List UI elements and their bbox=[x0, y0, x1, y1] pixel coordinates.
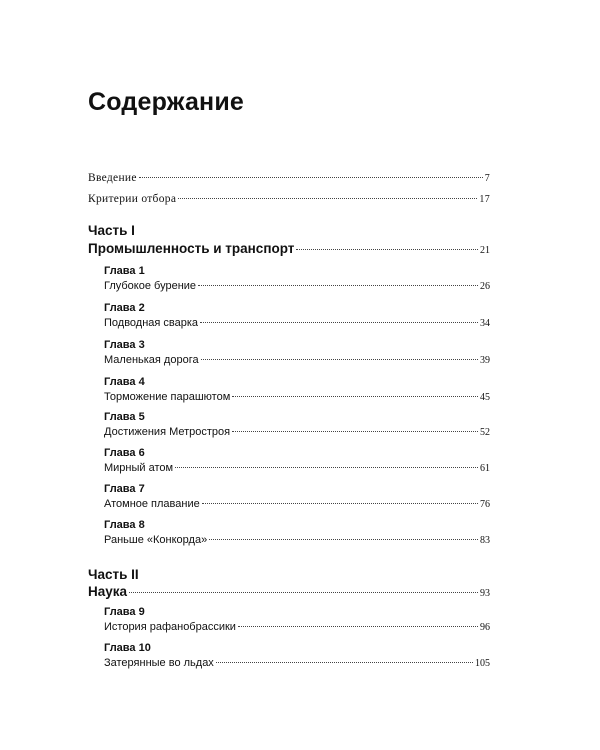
leader-dots bbox=[200, 322, 478, 323]
toc-chapter-entry[interactable] bbox=[104, 498, 490, 510]
toc-entry-criteria[interactable] bbox=[88, 193, 490, 205]
chapter-label: Глава 2 bbox=[104, 302, 145, 314]
chapter-label: Глава 8 bbox=[104, 519, 145, 531]
toc-page-number: 96 bbox=[480, 622, 490, 633]
chapter-label: Глава 6 bbox=[104, 447, 145, 459]
part-title: Промышленность и транспорт bbox=[88, 241, 295, 256]
chapter-label: Глава 9 bbox=[104, 606, 145, 618]
leader-dots bbox=[175, 467, 478, 468]
toc-page-number: 76 bbox=[480, 499, 490, 510]
chapter-title: Атомное плавание bbox=[104, 498, 200, 510]
toc-chapter-entry[interactable] bbox=[104, 462, 490, 474]
toc-page-number: 105 bbox=[475, 658, 490, 669]
toc-chapter-entry[interactable] bbox=[104, 426, 490, 438]
part-label: Часть I bbox=[88, 223, 135, 238]
toc-page-number: 61 bbox=[480, 463, 490, 474]
chapter-label: Глава 5 bbox=[104, 411, 145, 423]
toc-entry-title: Критерии отбора bbox=[88, 193, 177, 205]
chapter-label: Глава 1 bbox=[104, 265, 145, 277]
toc-page-number: 26 bbox=[480, 281, 490, 292]
chapter-title: Мирный атом bbox=[104, 462, 174, 474]
toc-chapter-entry[interactable] bbox=[104, 317, 490, 329]
toc-entry-introduction[interactable] bbox=[88, 172, 490, 184]
toc-chapter-entry[interactable] bbox=[104, 391, 490, 403]
toc-part-entry[interactable] bbox=[88, 584, 490, 599]
leader-dots bbox=[139, 177, 483, 178]
toc-chapter-entry[interactable] bbox=[104, 280, 490, 292]
toc-page-number: 21 bbox=[480, 245, 490, 256]
toc-chapter-entry[interactable] bbox=[104, 621, 490, 633]
chapter-label: Глава 4 bbox=[104, 376, 145, 388]
toc-chapter-entry[interactable] bbox=[104, 354, 490, 366]
leader-dots bbox=[209, 539, 478, 540]
page-title: Содержание bbox=[88, 88, 245, 116]
chapter-title: История рафанобрассики bbox=[104, 621, 236, 633]
leader-dots bbox=[129, 592, 478, 593]
part-title: Наука bbox=[88, 584, 128, 599]
toc-page-number: 83 bbox=[480, 535, 490, 546]
leader-dots bbox=[296, 249, 478, 250]
chapter-title: Раньше «Конкорда» bbox=[104, 534, 208, 546]
leader-dots bbox=[198, 285, 478, 286]
toc-part-entry[interactable] bbox=[88, 241, 490, 256]
leader-dots bbox=[238, 626, 478, 627]
part-label: Часть II bbox=[88, 567, 139, 582]
toc-page-number: 7 bbox=[484, 173, 490, 184]
leader-dots bbox=[178, 198, 477, 199]
leader-dots bbox=[216, 662, 473, 663]
chapter-title: Глубокое бурение bbox=[104, 280, 197, 292]
toc-chapter-entry[interactable] bbox=[104, 534, 490, 546]
toc-chapter-entry[interactable] bbox=[104, 657, 490, 669]
toc-page-number: 34 bbox=[480, 318, 490, 329]
toc-page-number: 93 bbox=[480, 588, 490, 599]
chapter-title: Торможение парашютом bbox=[104, 391, 231, 403]
leader-dots bbox=[232, 396, 478, 397]
chapter-label: Глава 10 bbox=[104, 642, 151, 654]
chapter-label: Глава 3 bbox=[104, 339, 145, 351]
toc-page-number: 52 bbox=[480, 427, 490, 438]
chapter-title: Маленькая дорога bbox=[104, 354, 199, 366]
chapter-title: Затерянные во льдах bbox=[104, 657, 214, 669]
leader-dots bbox=[201, 359, 478, 360]
toc-page-number: 39 bbox=[480, 355, 490, 366]
toc-entry-title: Введение bbox=[88, 172, 137, 184]
leader-dots bbox=[202, 503, 478, 504]
leader-dots bbox=[232, 431, 478, 432]
toc-page-number: 17 bbox=[479, 194, 490, 205]
toc-page-number: 45 bbox=[480, 392, 490, 403]
chapter-label: Глава 7 bbox=[104, 483, 145, 495]
chapter-title: Достижения Метростроя bbox=[104, 426, 231, 438]
chapter-title: Подводная сварка bbox=[104, 317, 199, 329]
